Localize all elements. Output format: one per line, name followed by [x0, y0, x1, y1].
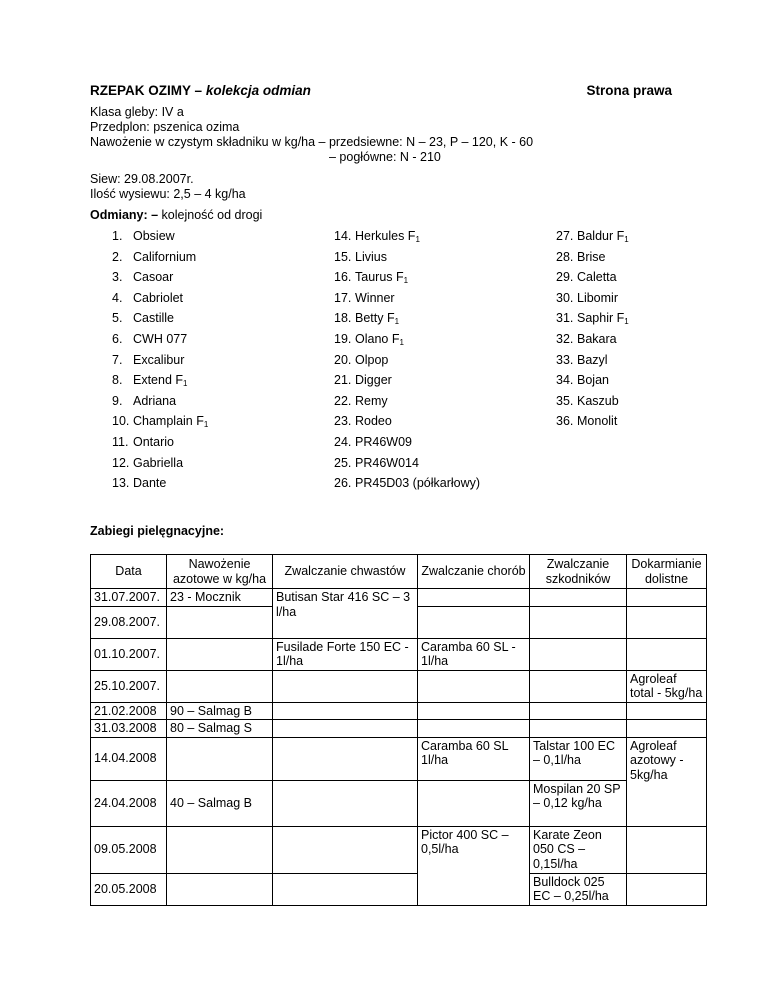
header-foliar: Dokarmianie dolistne	[627, 555, 707, 589]
cell-fertilization: 90 – Salmag B	[167, 702, 273, 720]
variety-name: Obsiew	[133, 229, 175, 243]
variety-name: Casoar	[133, 270, 174, 285]
sowing-date: Siew: 29.08.2007r.	[90, 172, 194, 186]
variety-f-subscript: 1	[624, 235, 629, 244]
varieties-note: kolejność od drogi	[158, 208, 263, 222]
cell-fertilization: 40 – Salmag B	[167, 780, 273, 826]
cell-pests	[530, 589, 627, 607]
varieties-label: Odmiany: –	[90, 208, 159, 222]
cell-date: 20.05.2008	[91, 873, 167, 905]
variety-number: 30.	[556, 290, 574, 305]
list-item	[334, 270, 408, 285]
list-item	[112, 291, 183, 306]
variety-name: Digger	[355, 373, 392, 388]
header-weeds: Zwalczanie chwastów	[273, 555, 418, 589]
variety-number: 4.	[112, 290, 123, 305]
list-item	[556, 353, 608, 368]
cell-fertilization	[167, 606, 273, 638]
variety-number: 13.	[112, 476, 130, 491]
list-item	[556, 414, 617, 429]
variety-name: Dante	[133, 476, 167, 491]
varieties-heading	[90, 208, 262, 222]
cell-fertilization	[167, 826, 273, 873]
variety-f-subscript: 1	[203, 420, 209, 430]
variety-number: 33.	[556, 352, 574, 367]
table-row	[91, 873, 707, 905]
list-item	[112, 435, 174, 450]
header-diseases: Zwalczanie chorób	[418, 555, 530, 589]
page-title	[90, 83, 311, 98]
variety-name: Bazyl	[577, 352, 608, 367]
list-item	[334, 435, 412, 450]
variety-number: 23.	[334, 414, 352, 429]
cell-foliar	[627, 720, 707, 738]
list-item	[334, 373, 392, 388]
variety-number: 17.	[334, 290, 352, 305]
cell-fertilization	[167, 638, 273, 670]
cell-foliar	[627, 826, 707, 873]
variety-name: Olano F	[355, 332, 400, 346]
cell-date: 14.04.2008	[91, 737, 167, 780]
cell-date: 09.05.2008	[91, 826, 167, 873]
variety-f-subscript: 1	[415, 235, 420, 244]
cell-fertilization: 80 – Salmag S	[167, 720, 273, 738]
treatments-table	[90, 554, 707, 906]
cell-weeds	[273, 826, 418, 873]
variety-name: Taurus F	[355, 270, 404, 285]
list-item	[112, 394, 176, 409]
cell-diseases: Pictor 400 SC – 0,5l/ha	[418, 826, 530, 905]
cell-date: 29.08.2007.	[91, 606, 167, 638]
cell-diseases	[418, 780, 530, 826]
variety-name: Castille	[133, 311, 174, 326]
variety-name: Bakara	[577, 332, 617, 346]
cell-diseases: Caramba 60 SL 1l/ha	[418, 737, 530, 780]
table-row	[91, 702, 707, 720]
cell-pests	[530, 720, 627, 738]
variety-number: 3.	[112, 270, 123, 285]
list-item	[112, 414, 208, 429]
variety-name: Californium	[133, 249, 197, 264]
variety-number: 28.	[556, 249, 574, 264]
variety-f-subscript: 1	[399, 338, 404, 347]
variety-number: 2.	[112, 249, 123, 264]
variety-number: 9.	[112, 393, 123, 408]
variety-name: Olpop	[355, 352, 389, 367]
cell-weeds: Fusilade Forte 150 EC - 1l/ha	[273, 638, 418, 670]
cell-foliar	[627, 873, 707, 905]
previous-crop: Przedplon: pszenica ozima	[90, 120, 240, 134]
cell-pests	[530, 638, 627, 670]
cell-fertilization	[167, 873, 273, 905]
variety-f-subscript: 1	[394, 317, 400, 327]
list-item	[112, 476, 166, 491]
variety-name: Cabriolet	[133, 290, 184, 305]
variety-name: Champlain F	[133, 414, 204, 429]
variety-number: 25.	[334, 455, 352, 470]
cell-pests: Mospilan 20 SP – 0,12 kg/ha	[530, 780, 627, 826]
cell-foliar	[627, 589, 707, 607]
variety-number: 34.	[556, 373, 574, 388]
variety-number: 12.	[112, 455, 130, 470]
variety-number: 6.	[112, 332, 123, 346]
sowing-rate: Ilość wysiewu: 2,5 – 4 kg/ha	[90, 187, 246, 201]
list-item	[112, 270, 173, 285]
variety-number: 24.	[334, 435, 352, 449]
cell-diseases	[418, 702, 530, 720]
list-item	[112, 373, 187, 388]
list-item	[112, 456, 183, 471]
list-item	[334, 250, 387, 265]
list-item	[112, 353, 184, 368]
variety-number: 14.	[334, 229, 352, 243]
list-item	[556, 229, 629, 244]
variety-name: Extend F	[133, 373, 184, 388]
list-item	[556, 332, 617, 347]
variety-name: Kaszub	[577, 393, 619, 408]
list-item	[112, 332, 187, 347]
list-item	[556, 373, 609, 388]
variety-name: Caletta	[577, 270, 617, 285]
variety-number: 22.	[334, 393, 352, 408]
variety-name: Ontario	[133, 435, 174, 449]
variety-number: 8.	[112, 373, 123, 388]
list-item	[334, 291, 395, 306]
variety-number: 15.	[334, 249, 352, 264]
variety-name: Herkules F	[355, 229, 416, 243]
variety-number: 27.	[556, 229, 574, 243]
cell-weeds	[273, 780, 418, 826]
variety-name: Betty F	[355, 311, 395, 326]
soil-class: Klasa gleby: IV a	[90, 105, 184, 119]
cell-pests: Talstar 100 EC – 0,1l/ha	[530, 737, 627, 780]
variety-number: 18.	[334, 311, 352, 326]
variety-number: 26.	[334, 476, 352, 491]
table-row	[91, 737, 707, 780]
table-row	[91, 638, 707, 670]
cell-foliar	[627, 606, 707, 638]
variety-number: 5.	[112, 311, 123, 326]
header-fertilization: Nawożenie azotowe w kg/ha	[167, 555, 273, 589]
variety-name: Adriana	[133, 393, 177, 408]
list-item	[556, 394, 619, 409]
cell-weeds	[273, 720, 418, 738]
table-row	[91, 780, 707, 826]
cell-pests	[530, 702, 627, 720]
variety-number: 35.	[556, 393, 574, 408]
cell-diseases	[418, 606, 530, 638]
list-item	[334, 394, 388, 409]
variety-f-subscript: 1	[183, 379, 188, 389]
variety-number: 7.	[112, 352, 123, 367]
table-row	[91, 589, 707, 607]
variety-number: 11.	[112, 435, 129, 449]
variety-number: 29.	[556, 270, 574, 285]
table-header-row	[91, 555, 707, 589]
list-item	[334, 414, 392, 429]
variety-name: Winner	[355, 290, 395, 305]
cell-diseases	[418, 720, 530, 738]
cell-foliar	[627, 702, 707, 720]
list-item	[334, 332, 404, 347]
cell-fertilization: 23 - Mocznik	[167, 589, 273, 607]
header-date: Data	[91, 555, 167, 589]
cell-date: 31.07.2007.	[91, 589, 167, 607]
cell-fertilization	[167, 670, 273, 702]
header-pests: Zwalczanie szkodników	[530, 555, 627, 589]
list-item	[112, 311, 174, 326]
list-item	[112, 229, 175, 244]
cell-foliar: Agroleaf azotowy - 5kg/ha	[627, 737, 707, 826]
variety-number: 10.	[112, 414, 130, 429]
variety-number: 21.	[334, 373, 352, 388]
cell-date: 24.04.2008	[91, 780, 167, 826]
variety-name: Libomir	[577, 290, 618, 305]
fertilization-topdressing: – pogłówne: N - 210	[329, 150, 441, 164]
variety-name: Baldur F	[577, 229, 625, 243]
title-main: RZEPAK OZIMY	[90, 83, 191, 98]
variety-number: 16.	[334, 270, 352, 285]
page-side-label: Strona prawa	[586, 83, 672, 98]
list-item	[112, 250, 196, 265]
cell-weeds	[273, 670, 418, 702]
list-item	[334, 456, 419, 471]
list-item	[334, 353, 388, 368]
table-row	[91, 720, 707, 738]
title-dash: –	[194, 83, 203, 98]
cell-diseases	[418, 670, 530, 702]
cell-diseases	[418, 589, 530, 607]
variety-name: PR46W09	[355, 435, 412, 449]
variety-name: Livius	[355, 249, 387, 264]
cell-pests: Karate Zeon 050 CS – 0,15l/ha	[530, 826, 627, 873]
cell-date: 21.02.2008	[91, 702, 167, 720]
cell-date: 01.10.2007.	[91, 638, 167, 670]
cell-foliar	[627, 638, 707, 670]
cell-pests: Bulldock 025 EC – 0,25l/ha	[530, 873, 627, 905]
cell-date: 31.03.2008	[91, 720, 167, 738]
cell-weeds: Butisan Star 416 SC – 3 l/ha	[273, 589, 418, 639]
cell-weeds	[273, 737, 418, 780]
list-item	[334, 229, 420, 244]
variety-number: 36.	[556, 414, 574, 429]
cell-weeds	[273, 702, 418, 720]
variety-f-subscript: 1	[624, 317, 629, 327]
cell-diseases: Caramba 60 SL - 1l/ha	[418, 638, 530, 670]
variety-name: Bojan	[577, 373, 609, 388]
cell-weeds	[273, 873, 418, 905]
variety-name: Rodeo	[355, 414, 392, 429]
cell-fertilization	[167, 737, 273, 780]
treatments-heading: Zabiegi pielęgnacyjne:	[90, 524, 225, 538]
variety-number: 20.	[334, 352, 352, 367]
cell-date: 25.10.2007.	[91, 670, 167, 702]
list-item	[556, 250, 605, 265]
variety-number: 1.	[112, 229, 123, 243]
cell-foliar: Agroleaf total - 5kg/ha	[627, 670, 707, 702]
cell-pests	[530, 606, 627, 638]
list-item	[556, 291, 618, 306]
variety-f-subscript: 1	[403, 276, 409, 286]
variety-name: Excalibur	[133, 352, 185, 367]
variety-name: CWH 077	[133, 332, 188, 346]
table-row	[91, 826, 707, 873]
table-row	[91, 670, 707, 702]
variety-number: 32.	[556, 332, 574, 346]
cell-pests	[530, 670, 627, 702]
variety-name: PR45D03 (półkarłowy)	[355, 476, 481, 491]
variety-number: 31.	[556, 311, 574, 326]
fertilization-presowing: Nawożenie w czystym składniku w kg/ha – przedsiewne: N – 23, P – 120, K - 60	[90, 135, 534, 149]
variety-name: Remy	[355, 393, 388, 408]
variety-name: PR46W014	[355, 455, 419, 470]
variety-name: Monolit	[577, 414, 618, 429]
variety-number: 19.	[334, 332, 352, 346]
list-item	[556, 311, 629, 326]
title-subtitle: kolekcja odmian	[205, 83, 311, 98]
list-item	[334, 476, 480, 491]
variety-name: Saphir F	[577, 311, 625, 326]
list-item	[334, 311, 399, 326]
list-item	[556, 270, 617, 285]
variety-name: Brise	[577, 249, 606, 264]
variety-name: Gabriella	[133, 455, 184, 470]
